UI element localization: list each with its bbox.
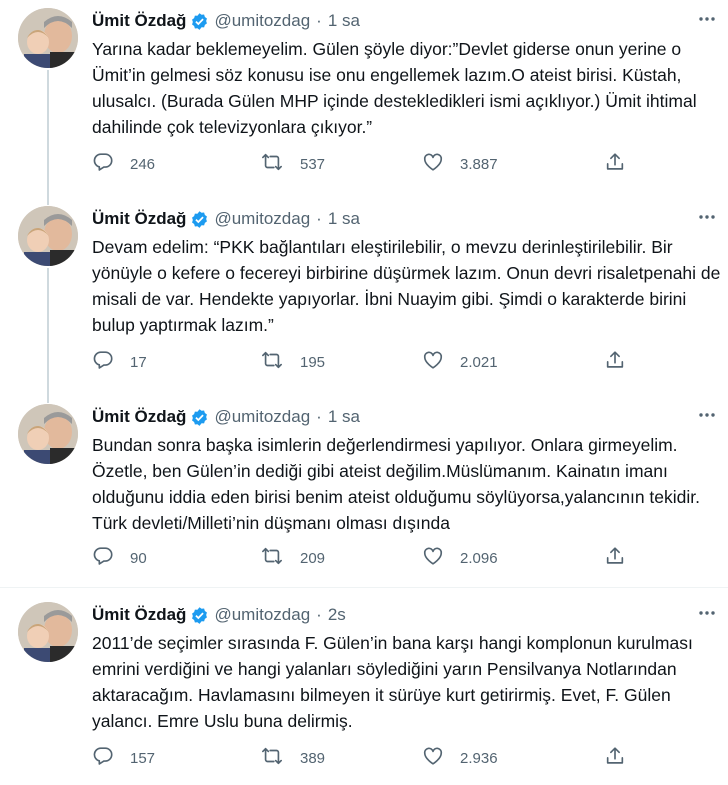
author-handle[interactable]: @umitozdag: [214, 407, 311, 426]
reply-bubble-icon: [92, 545, 114, 572]
avatar[interactable]: [18, 206, 78, 266]
reply-button[interactable]: [92, 546, 147, 570]
verified-badge-icon: [190, 12, 209, 31]
more-dots-icon[interactable]: [696, 8, 718, 30]
reply-count: 157: [130, 749, 156, 767]
action-bar: [92, 746, 632, 770]
avatar[interactable]: [18, 602, 78, 662]
reply-button[interactable]: [92, 350, 147, 374]
reply-count: 90: [130, 549, 147, 567]
tweet-4[interactable]: [0, 594, 728, 785]
separator-dot: ·: [316, 11, 322, 30]
tweet-2[interactable]: [0, 198, 728, 396]
like-button[interactable]: [422, 546, 498, 570]
thread-line: [47, 268, 49, 396]
reply-bubble-icon: [92, 349, 114, 376]
verified-badge-icon: [190, 606, 209, 625]
retweet-button[interactable]: [260, 350, 325, 374]
retweet-arrows-icon: [260, 545, 284, 572]
retweet-count: 209: [300, 549, 326, 567]
like-count: 3.887: [460, 155, 498, 173]
retweet-count: 195: [300, 353, 326, 371]
avatar[interactable]: [18, 404, 78, 464]
author-handle[interactable]: @umitozdag: [214, 209, 311, 228]
tweet-divider: [0, 587, 728, 588]
like-count: 2.021: [460, 353, 498, 371]
share-upload-icon: [604, 745, 626, 772]
author-name[interactable]: Ümit Özdağ: [92, 605, 187, 624]
reply-bubble-icon: [92, 745, 114, 772]
reply-button[interactable]: [92, 746, 155, 770]
separator-dot: ·: [316, 407, 322, 426]
action-bar: [92, 350, 632, 374]
retweet-arrows-icon: [260, 745, 284, 772]
thread-line: [47, 70, 49, 198]
tweet-text: 2011’de seçimler sırasında F. Gülen’in bana karşı hangi komplonun kurulması emrini verdiğini ve hangi yalanları söylediğini yarın Pensilvanya Notlarından aktaracağım. Havlamasını bilmeyen it sürüye kurt getirirmiş. Evet, F. Gülen yalancı. Emre Uslu buna delirmiş.: [92, 633, 703, 731]
share-upload-icon: [604, 545, 626, 572]
share-upload-icon: [604, 151, 626, 178]
like-button[interactable]: [422, 350, 498, 374]
tweet-header: [92, 405, 360, 429]
tweet-text: Yarına kadar beklemeyelim. Gülen şöyle diyor:”Devlet giderse onun yerine o Ümit’in gelmesi söz konusu ise onu engellemek lazım.O ateist birisi. Küstah, ulusalcı. (Burada Gülen MHP içinde destekledikleri ismi açıklıyor.) Ümit ihtimal dahilinde çok televizyonlara çıkıyor.”: [92, 39, 702, 137]
retweet-button[interactable]: [260, 746, 325, 770]
verified-badge-icon: [190, 210, 209, 229]
like-button[interactable]: [422, 746, 498, 770]
tweet-text: Devam edelim: “PKK bağlantıları eleştirilebilir, o mevzu derinleştirilebilir. Bir yönüyle o kefere o fecereyi birbirine düşürmek lazım. Onun devri risaletpenahi de misali de var. Hendekte yapıyorlar. İbni Nuayim gibi. Şimdi o karakterde birini bulup yaptırmak lazım.”: [92, 237, 726, 335]
separator-dot: ·: [316, 605, 322, 624]
tweet-3[interactable]: [0, 396, 728, 586]
more-dots-icon[interactable]: [696, 602, 718, 624]
timestamp[interactable]: 1 sa: [327, 209, 360, 228]
thread-line: [47, 396, 49, 403]
timestamp[interactable]: 1 sa: [327, 11, 360, 30]
tweet-header: [92, 207, 360, 231]
heart-icon: [422, 151, 444, 178]
action-bar: [92, 152, 632, 176]
timestamp[interactable]: 1 sa: [327, 407, 360, 426]
retweet-button[interactable]: [260, 546, 325, 570]
author-handle[interactable]: @umitozdag: [214, 11, 311, 30]
reply-bubble-icon: [92, 151, 114, 178]
reply-count: 17: [130, 353, 147, 371]
more-dots-icon[interactable]: [696, 404, 718, 426]
share-button[interactable]: [604, 152, 626, 176]
retweet-count: 389: [300, 749, 326, 767]
share-button[interactable]: [604, 546, 626, 570]
share-button[interactable]: [604, 746, 626, 770]
author-name[interactable]: Ümit Özdağ: [92, 209, 187, 228]
author-name[interactable]: Ümit Özdağ: [92, 407, 187, 426]
heart-icon: [422, 349, 444, 376]
retweet-arrows-icon: [260, 349, 284, 376]
author-name[interactable]: Ümit Özdağ: [92, 11, 187, 30]
tweet-header: [92, 603, 346, 627]
reply-count: 246: [130, 155, 156, 173]
more-dots-icon[interactable]: [696, 206, 718, 228]
retweet-count: 537: [300, 155, 326, 173]
like-button[interactable]: [422, 152, 498, 176]
action-bar: [92, 546, 632, 570]
heart-icon: [422, 745, 444, 772]
reply-button[interactable]: [92, 152, 155, 176]
heart-icon: [422, 545, 444, 572]
author-handle[interactable]: @umitozdag: [214, 605, 311, 624]
share-button[interactable]: [604, 350, 626, 374]
timestamp[interactable]: 2s: [327, 605, 346, 624]
like-count: 2.936: [460, 749, 498, 767]
retweet-arrows-icon: [260, 151, 284, 178]
tweet-header: [92, 9, 360, 33]
tweet-1[interactable]: [0, 0, 728, 198]
tweet-text: Bundan sonra başka isimlerin değerlendirmesi yapılıyor. Onlara girmeyelim. Özetle, ben Gülen’in dediği gibi ateist değilim.Müslümanım. Kainatın imanı olduğunu iddia eden birisi benim ateist olduğumu söylüyorsa,yalancının tekidir. Türk devleti/Milleti’nin düşmanı olması dışında: [92, 435, 705, 533]
separator-dot: ·: [316, 209, 322, 228]
like-count: 2.096: [460, 549, 498, 567]
thread-line: [47, 198, 49, 205]
avatar[interactable]: [18, 8, 78, 68]
verified-badge-icon: [190, 408, 209, 427]
share-upload-icon: [604, 349, 626, 376]
retweet-button[interactable]: [260, 152, 325, 176]
